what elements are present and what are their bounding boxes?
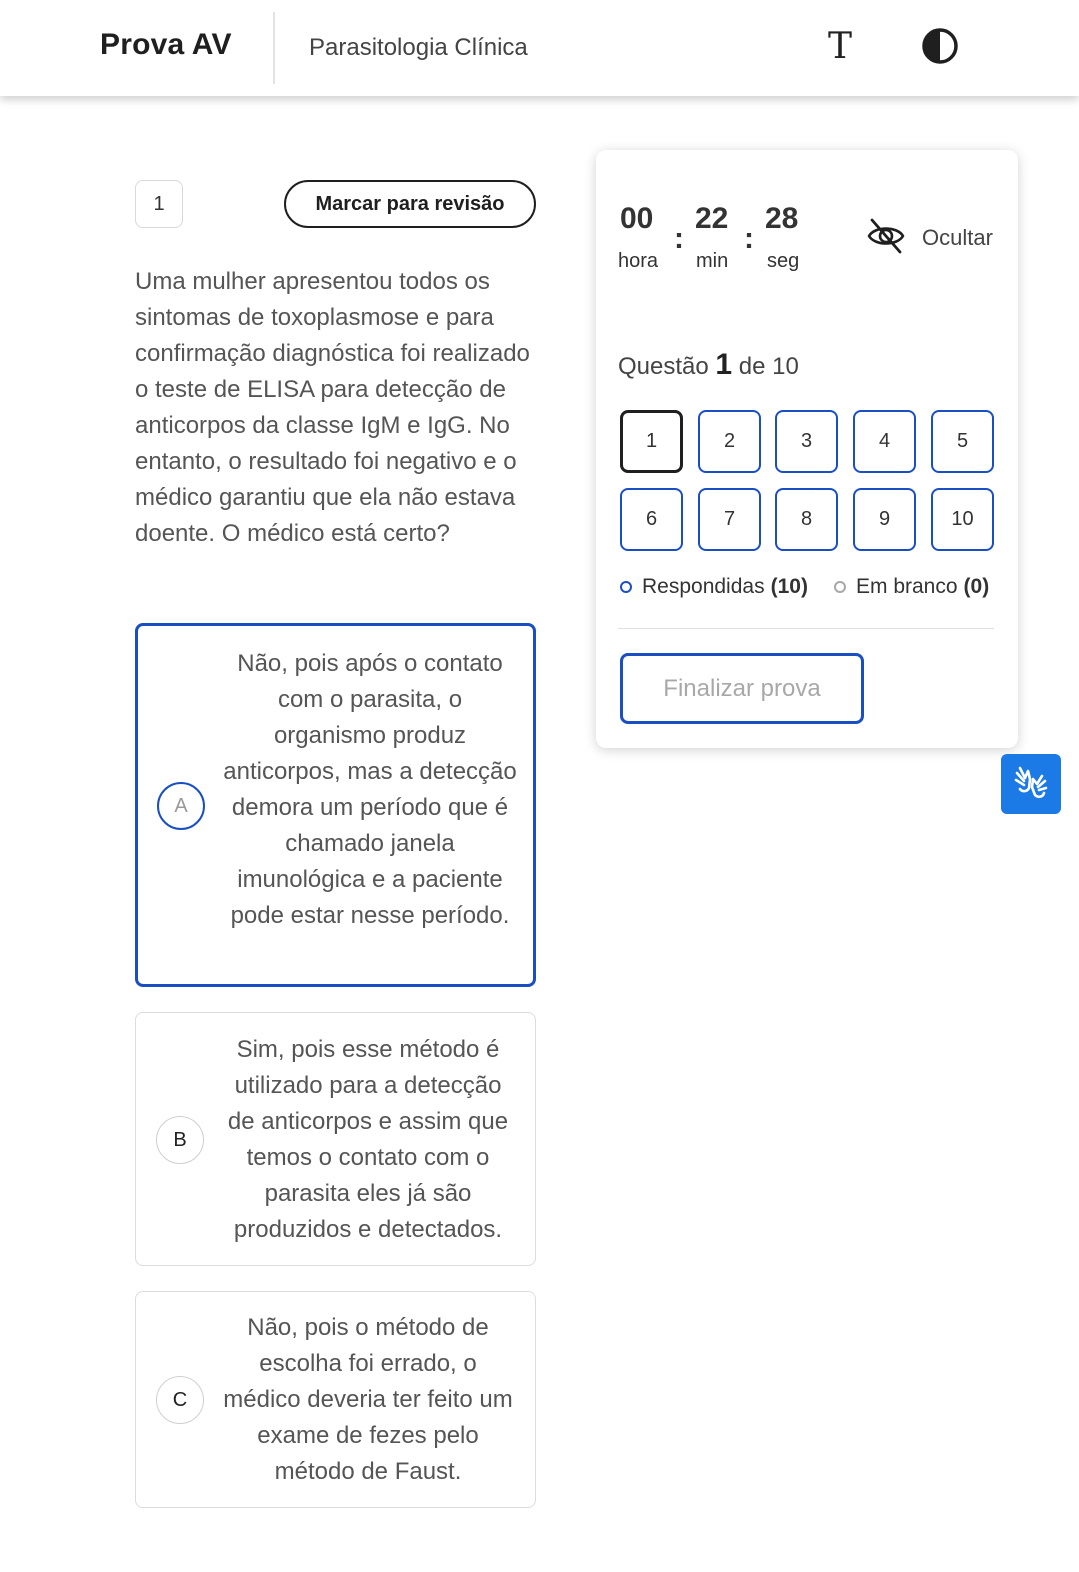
legend-answered (620, 575, 808, 599)
legend-answered-label: Respondidas (642, 575, 765, 598)
font-size-icon[interactable]: T (827, 25, 852, 67)
contrast-icon[interactable] (918, 24, 962, 68)
option-b[interactable] (135, 1012, 536, 1266)
question-nav-10[interactable]: 10 (931, 488, 994, 551)
question-counter (618, 348, 799, 382)
question-text: Uma mulher apresentou todos os sintomas de toxoplasmose e para confirmação diagnóstica foi realizado o teste de ELISA para detecção de anticorpos da classe IgM e IgG. No entanto, o resultado foi negativo e o médico garantiu que ela não estava doente. O médico está certo? (135, 268, 530, 547)
timer-minutes: 22 (695, 202, 729, 235)
question-nav-6[interactable]: 6 (620, 488, 683, 551)
header-divider (273, 12, 275, 84)
hide-timer-label: Ocultar (922, 225, 993, 250)
question-nav-7[interactable]: 7 (698, 488, 761, 551)
question-nav-4[interactable]: 4 (853, 410, 916, 473)
answered-dot-icon (620, 581, 632, 593)
question-nav-8[interactable]: 8 (775, 488, 838, 551)
legend-blank-label: Em branco (856, 575, 958, 598)
sign-language-button[interactable] (1001, 754, 1061, 814)
question-number: 1 (135, 180, 183, 228)
legend-blank-count: (0) (963, 575, 990, 598)
timer-seconds: 28 (765, 202, 799, 235)
option-a[interactable] (135, 623, 536, 987)
hide-timer-button[interactable] (866, 216, 993, 260)
legend-answered-count: (10) (770, 575, 808, 598)
option-letter: B (156, 1116, 204, 1164)
top-header (0, 0, 1079, 96)
timer-hours-label: hora (618, 250, 659, 272)
option-text: Sim, pois esse método é utilizado para a detecção de anticorpos e assim que temos o contato com o parasita eles já são produzidos e detectados. (227, 1036, 509, 1243)
exam-side-panel (596, 150, 1018, 748)
question-nav-1[interactable]: 1 (620, 410, 683, 473)
question-nav-9[interactable]: 9 (853, 488, 916, 551)
sign-language-icon (1011, 762, 1051, 807)
subject-name: Parasitologia Clínica (309, 34, 528, 61)
exam-title: Prova AV (100, 28, 232, 61)
mark-review-button[interactable]: Marcar para revisão (284, 180, 536, 228)
finish-exam-button[interactable]: Finalizar prova (620, 653, 864, 724)
option-letter: A (157, 782, 205, 830)
question-nav-3[interactable]: 3 (775, 410, 838, 473)
panel-divider (618, 628, 994, 629)
option-text: Não, pois o método de escolha foi errado, o médico deveria ter feito um exame de fezes pelo método de Faust. (223, 1314, 513, 1485)
question-counter-suffix: de 10 (738, 353, 799, 380)
option-c[interactable] (135, 1291, 536, 1508)
timer-minutes-label: min (696, 250, 729, 272)
blank-dot-icon (834, 581, 846, 593)
option-letter: C (156, 1376, 204, 1424)
timer-hours: 00 (620, 202, 654, 235)
timer-seconds-label: seg (767, 250, 800, 272)
timer-separator: : (744, 222, 754, 255)
question-counter-prefix: Questão (618, 353, 709, 380)
option-text: Não, pois após o contato com o parasita, o organismo produz anticorpos, mas a detecção demora um período que é chamado janela imunológica e a paciente pode estar nesse período. (223, 650, 517, 929)
legend-blank (834, 575, 989, 599)
question-nav-2[interactable]: 2 (698, 410, 761, 473)
question-nav-5[interactable]: 5 (931, 410, 994, 473)
timer-separator: : (674, 222, 684, 255)
question-counter-current: 1 (715, 348, 733, 381)
eye-slash-icon (866, 216, 906, 261)
